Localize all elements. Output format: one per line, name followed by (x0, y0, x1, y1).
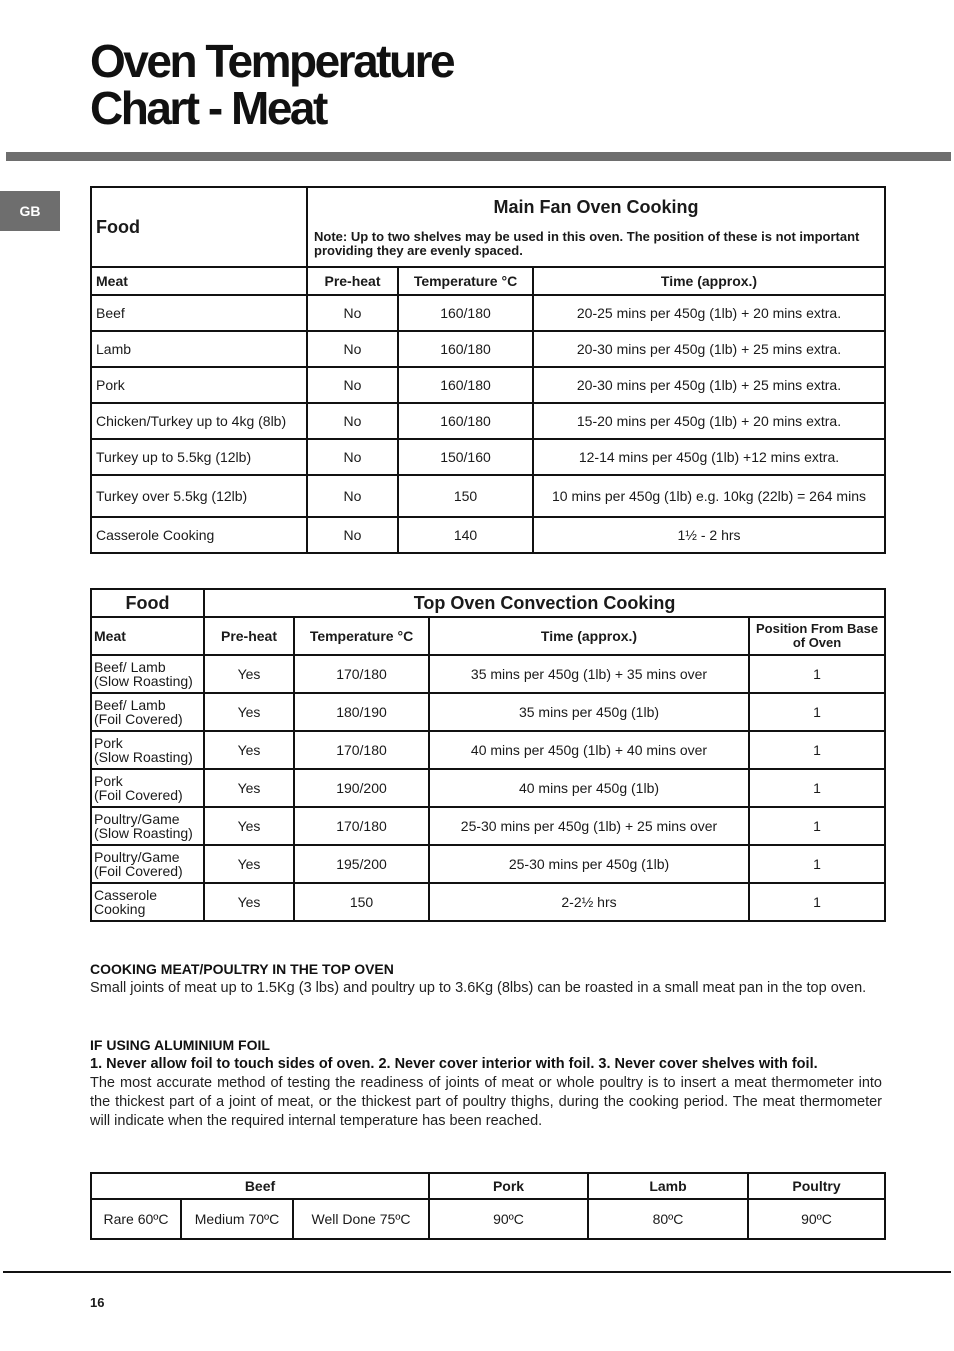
temperature-cell: 150/160 (398, 439, 533, 475)
food-name: Casserole (94, 887, 158, 903)
col-time: Time (approx.) (533, 267, 885, 295)
top-oven-section (90, 960, 882, 998)
time-cell: 35 mins per 450g (1lb) (429, 693, 749, 731)
top-oven-header: Top Oven Convection Cooking (204, 589, 885, 617)
temperature-cell: 170/180 (294, 807, 429, 845)
col-temperature: Temperature °C (398, 267, 533, 295)
table-header-row (91, 187, 885, 267)
top-oven-table (90, 588, 886, 922)
position-cell: 1 (749, 807, 885, 845)
preheat-cell: No (307, 475, 398, 517)
beef-header: Beef (91, 1173, 429, 1199)
poultry-header: Poultry (748, 1173, 885, 1199)
time-cell: 12-14 mins per 450g (1lb) +12 mins extra. (533, 439, 885, 475)
col-temperature: Temperature °C (294, 617, 429, 655)
time-cell: 10 mins per 450g (1lb) e.g. 10kg (22lb) = 264 mins (533, 475, 885, 517)
language-tab: GB (0, 191, 60, 231)
table-row (91, 655, 885, 693)
preheat-cell: No (307, 439, 398, 475)
preheat-cell: No (307, 403, 398, 439)
table-header-row (91, 589, 885, 617)
pork-temp-cell: 90ºC (429, 1199, 588, 1239)
preheat-cell: No (307, 517, 398, 553)
food-method: (Slow Roasting) (94, 749, 193, 765)
shelf-note: Note: Up to two shelves may be used in this oven. The position of these is not important providing they are evenly spaced. (314, 228, 860, 258)
time-cell: 20-30 mins per 450g (1lb) + 25 mins extra. (533, 331, 885, 367)
foil-section (90, 1036, 882, 1131)
page-title-line-1: Oven Temperature (90, 35, 454, 87)
food-cell: Turkey up to 5.5kg (12lb) (91, 439, 307, 475)
lamb-temp-cell: 80ºC (588, 1199, 748, 1239)
temperature-cell: 170/180 (294, 731, 429, 769)
position-cell: 1 (749, 845, 885, 883)
col-preheat: Pre-heat (204, 617, 294, 655)
beef-well-done-cell: Well Done 75ºC (293, 1199, 429, 1239)
food-cell (91, 693, 204, 731)
time-cell: 40 mins per 450g (1lb) (429, 769, 749, 807)
page-number: 16 (90, 1295, 105, 1310)
page-title-line-2: Chart - Meat (90, 82, 326, 134)
column-header-row (91, 267, 885, 295)
food-cell (91, 769, 204, 807)
preheat-cell: Yes (204, 769, 294, 807)
top-oven-body: Small joints of meat up to 1.5Kg (3 lbs) and poultry up to 3.6Kg (8lbs) can be roasted in a small meat pan in the top oven. (90, 980, 867, 996)
food-name: Poultry/Game (94, 849, 180, 865)
food-method: (Foil Covered) (94, 787, 183, 803)
temperature-cell: 150 (294, 883, 429, 921)
main-fan-oven-table (90, 186, 886, 554)
table-row (91, 731, 885, 769)
main-header-cell (307, 187, 885, 267)
lamb-header: Lamb (588, 1173, 748, 1199)
header-rule (6, 152, 951, 161)
position-cell: 1 (749, 655, 885, 693)
top-oven-heading: COOKING MEAT/POULTRY IN THE TOP OVEN (90, 961, 394, 977)
food-method: (Slow Roasting) (94, 825, 193, 841)
food-method: (Foil Covered) (94, 711, 183, 727)
pork-header: Pork (429, 1173, 588, 1199)
table-row (91, 883, 885, 921)
table-row (91, 693, 885, 731)
temperature-cell: 170/180 (294, 655, 429, 693)
food-name: Beef/ Lamb (94, 659, 166, 675)
food-header: Food (91, 187, 307, 267)
main-fan-header: Main Fan Oven Cooking (493, 196, 699, 217)
beef-rare-cell: Rare 60ºC (91, 1199, 181, 1239)
foil-body: The most accurate method of testing the readiness of joints of meat or whole poultry is to insert a meat thermometer into the thickest part of a joint of meat, or the thickest part of poultry thighs, during the cooking period. The meat thermometer will indicate when the required internal temperature has been reached. (90, 1075, 882, 1129)
table-row (91, 475, 885, 517)
table-row (91, 331, 885, 367)
page-title (90, 35, 454, 134)
food-cell (91, 807, 204, 845)
food-cell (91, 655, 204, 693)
position-cell: 1 (749, 731, 885, 769)
temperature-cell: 190/200 (294, 769, 429, 807)
time-cell: 40 mins per 450g (1lb) + 40 mins over (429, 731, 749, 769)
table-row (91, 517, 885, 553)
temperature-cell: 160/180 (398, 367, 533, 403)
food-cell: Casserole Cooking (91, 517, 307, 553)
preheat-cell: Yes (204, 883, 294, 921)
preheat-cell: Yes (204, 693, 294, 731)
food-cell: Turkey over 5.5kg (12lb) (91, 475, 307, 517)
time-cell: 35 mins per 450g (1lb) + 35 mins over (429, 655, 749, 693)
table-row (91, 295, 885, 331)
table-header-row (91, 1173, 885, 1199)
time-cell: 25-30 mins per 450g (1lb) (429, 845, 749, 883)
temperature-cell: 160/180 (398, 295, 533, 331)
temperature-cell: 195/200 (294, 845, 429, 883)
col-meat: Meat (91, 617, 204, 655)
food-cell: Beef (91, 295, 307, 331)
table-row (91, 769, 885, 807)
time-cell: 1½ - 2 hrs (533, 517, 885, 553)
food-method: (Slow Roasting) (94, 673, 193, 689)
time-cell: 2-2½ hrs (429, 883, 749, 921)
food-name: Poultry/Game (94, 811, 180, 827)
poultry-temp-cell: 90ºC (748, 1199, 885, 1239)
food-method: (Foil Covered) (94, 863, 183, 879)
food-cell (91, 731, 204, 769)
table-row (91, 403, 885, 439)
food-method: Cooking (94, 901, 146, 917)
column-header-row (91, 617, 885, 655)
food-cell: Pork (91, 367, 307, 403)
time-cell: 15-20 mins per 450g (1lb) + 20 mins extra. (533, 403, 885, 439)
table-row (91, 439, 885, 475)
time-cell: 20-25 mins per 450g (1lb) + 20 mins extra. (533, 295, 885, 331)
time-cell: 20-30 mins per 450g (1lb) + 25 mins extra. (533, 367, 885, 403)
preheat-cell: Yes (204, 655, 294, 693)
food-cell: Lamb (91, 331, 307, 367)
food-cell: Chicken/Turkey up to 4kg (8lb) (91, 403, 307, 439)
preheat-cell: Yes (204, 731, 294, 769)
table-row (91, 845, 885, 883)
col-preheat: Pre-heat (307, 267, 398, 295)
temperature-cell: 140 (398, 517, 533, 553)
beef-medium-cell: Medium 70ºC (181, 1199, 293, 1239)
temperature-cell: 160/180 (398, 403, 533, 439)
food-name: Pork (94, 773, 123, 789)
preheat-cell: Yes (204, 807, 294, 845)
preheat-cell: No (307, 331, 398, 367)
time-cell: 25-30 mins per 450g (1lb) + 25 mins over (429, 807, 749, 845)
preheat-cell: No (307, 367, 398, 403)
foil-rules: 1. Never allow foil to touch sides of oven. 2. Never cover interior with foil. 3. Never cover shelves with foil. (90, 1056, 818, 1072)
temperature-cell: 150 (398, 475, 533, 517)
preheat-cell: Yes (204, 845, 294, 883)
table-row (91, 807, 885, 845)
preheat-cell: No (307, 295, 398, 331)
col-time: Time (approx.) (429, 617, 749, 655)
temperature-cell: 160/180 (398, 331, 533, 367)
food-cell (91, 883, 204, 921)
food-name: Pork (94, 735, 123, 751)
footer-rule (3, 1271, 951, 1273)
position-cell: 1 (749, 883, 885, 921)
col-position: Position From Base of Oven (749, 617, 885, 655)
food-name: Beef/ Lamb (94, 697, 166, 713)
col-meat: Meat (91, 267, 307, 295)
temperature-cell: 180/190 (294, 693, 429, 731)
position-cell: 1 (749, 769, 885, 807)
food-cell (91, 845, 204, 883)
internal-temperature-table (90, 1172, 886, 1240)
table-row (91, 1199, 885, 1239)
position-cell: 1 (749, 693, 885, 731)
foil-heading: IF USING ALUMINIUM FOIL (90, 1037, 270, 1053)
table-row (91, 367, 885, 403)
food-header: Food (91, 589, 204, 617)
